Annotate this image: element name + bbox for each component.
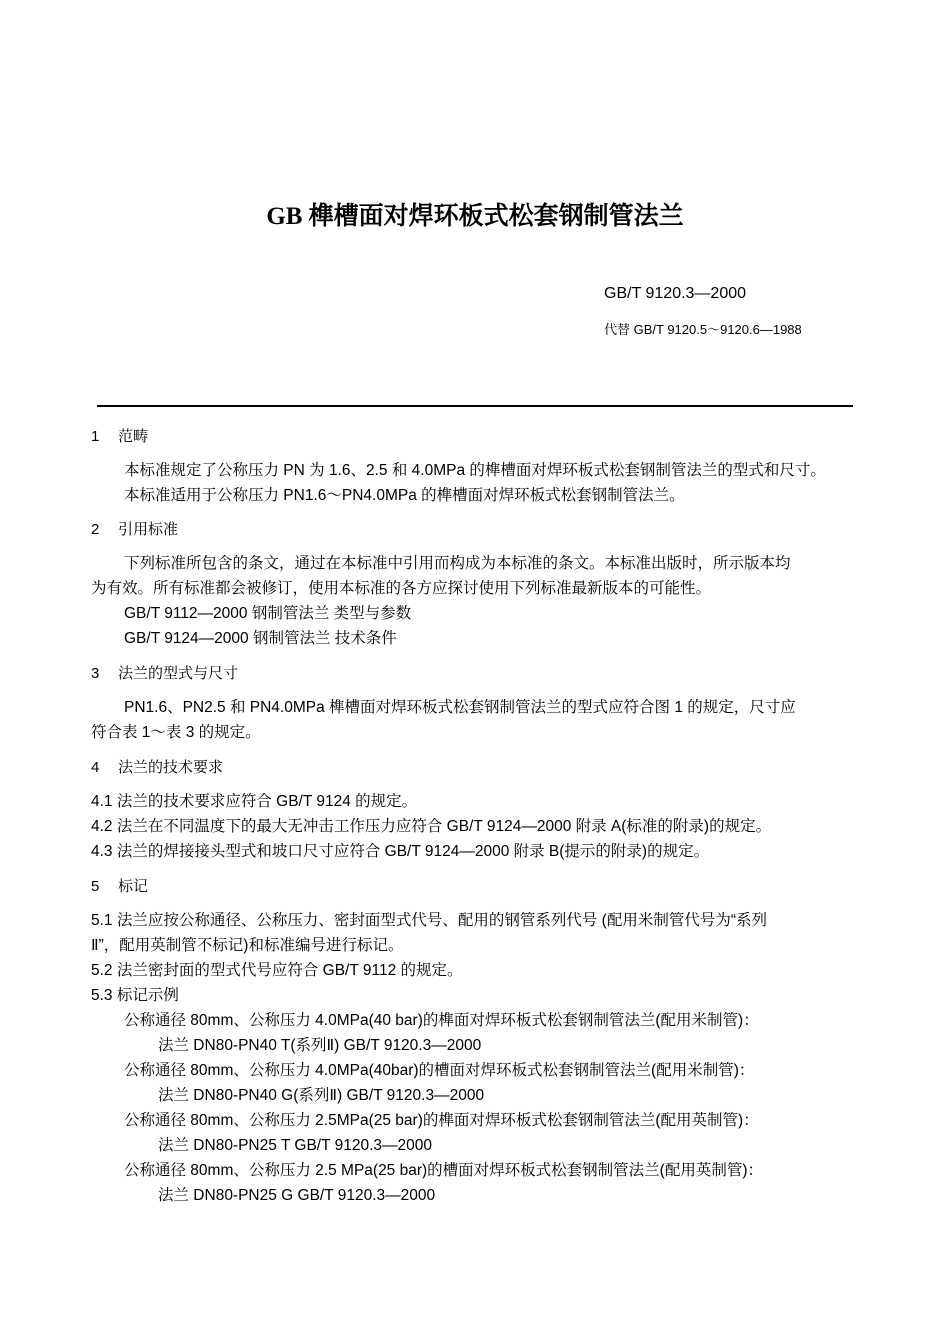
marking-example-desc: 公称通径 80mm、公称压力 4.0MPa(40 bar)的榫面对焊环板式松套钢制管法兰(配用米制管)： xyxy=(124,1012,759,1029)
section-number: 5 xyxy=(91,878,100,895)
marking-example-desc: 公称通径 80mm、公称压力 4.0MPa(40bar)的槽面对焊环板式松套钢制管法兰(配用米制管)： xyxy=(124,1062,755,1079)
marking-example-code: 法兰 DN80-PN25 T GB/T 9120.3—2000 xyxy=(158,1137,432,1154)
clause-item: 4.3 法兰的焊接接头型式和坡口尺寸应符合 GB/T 9124—2000 附录 B(提示的附录)的规定。 xyxy=(91,843,710,860)
marking-example-code: 法兰 DN80-PN25 G GB/T 9120.3—2000 xyxy=(158,1187,436,1204)
section-number: 3 xyxy=(91,665,100,682)
paragraph-continued: 为有效。所有标准都会被修订，使用本标准的各方应探讨使用下列标准最新版本的可能性。 xyxy=(91,580,712,597)
clause-item: 5.3 标记示例 xyxy=(91,987,179,1004)
marking-example-desc: 公称通径 80mm、公称压力 2.5MPa(25 bar)的榫面对焊环板式松套钢制管法兰(配用英制管)： xyxy=(124,1112,759,1129)
marking-example-desc: 公称通径 80mm、公称压力 2.5 MPa(25 bar)的槽面对焊环板式松套钢制管法兰(配用英制管)： xyxy=(124,1162,763,1179)
reference-item: GB/T 9124—2000 钢制管法兰 技术条件 xyxy=(124,630,397,647)
section-number: 4 xyxy=(91,759,100,776)
paragraph: PN1.6、PN2.5 和 PN4.0MPa 榫槽面对焊环板式松套钢制管法兰的型式应符合图 1 的规定，尺寸应 xyxy=(124,699,796,716)
replaces-standard: 代替 GB/T 9120.5～9120.6—1988 xyxy=(604,322,802,337)
section-heading-1 xyxy=(91,427,148,447)
document-title: GB 榫槽面对焊环板式松套钢制管法兰 xyxy=(266,203,684,230)
header-divider xyxy=(97,405,853,407)
paragraph: 本标准适用于公称压力 PN1.6～PN4.0MPa 的榫槽面对焊环板式松套钢制管法兰。 xyxy=(124,487,685,504)
clause-item: 4.2 法兰在不同温度下的最大无冲击工作压力应符合 GB/T 9124—2000 附录 A(标准的附录)的规定。 xyxy=(91,818,772,835)
section-title: 范畴 xyxy=(118,428,149,445)
clause-item: 5.1 法兰应按公称通径、公称压力、密封面型式代号、配用的钢管系列代号 (配用米制管代号为“系列 xyxy=(91,912,767,929)
clause-item: 5.2 法兰密封面的型式代号应符合 GB/T 9112 的规定。 xyxy=(91,962,463,979)
paragraph: 下列标准所包含的条文，通过在本标准中引用而构成为本标准的条文。本标准出版时，所示版本均 xyxy=(124,555,791,572)
section-title: 法兰的技术要求 xyxy=(118,759,224,776)
section-heading-4 xyxy=(91,758,223,778)
section-heading-5 xyxy=(91,877,148,897)
section-number: 2 xyxy=(91,521,100,538)
marking-example-code: 法兰 DN80-PN40 G(系列Ⅱ) GB/T 9120.3—2000 xyxy=(158,1087,485,1104)
standard-number: GB/T 9120.3—2000 xyxy=(604,285,747,302)
section-number: 1 xyxy=(91,428,100,445)
marking-example-code: 法兰 DN80-PN40 T(系列Ⅱ) GB/T 9120.3—2000 xyxy=(158,1037,482,1054)
paragraph-continued: 符合表 1～表 3 的规定。 xyxy=(91,724,261,741)
section-title: 标记 xyxy=(118,878,149,895)
section-heading-3 xyxy=(91,664,238,684)
section-title: 法兰的型式与尺寸 xyxy=(118,665,239,682)
section-title: 引用标准 xyxy=(118,521,179,538)
clause-item-continued: Ⅱ”，配用英制管不标记)和标准编号进行标记。 xyxy=(91,937,404,954)
section-heading-2 xyxy=(91,520,178,540)
clause-item: 4.1 法兰的技术要求应符合 GB/T 9124 的规定。 xyxy=(91,793,418,810)
reference-item: GB/T 9112—2000 钢制管法兰 类型与参数 xyxy=(124,605,412,622)
paragraph: 本标准规定了公称压力 PN 为 1.6、2.5 和 4.0MPa 的榫槽面对焊环板式松套钢制管法兰的型式和尺寸。 xyxy=(124,462,826,479)
